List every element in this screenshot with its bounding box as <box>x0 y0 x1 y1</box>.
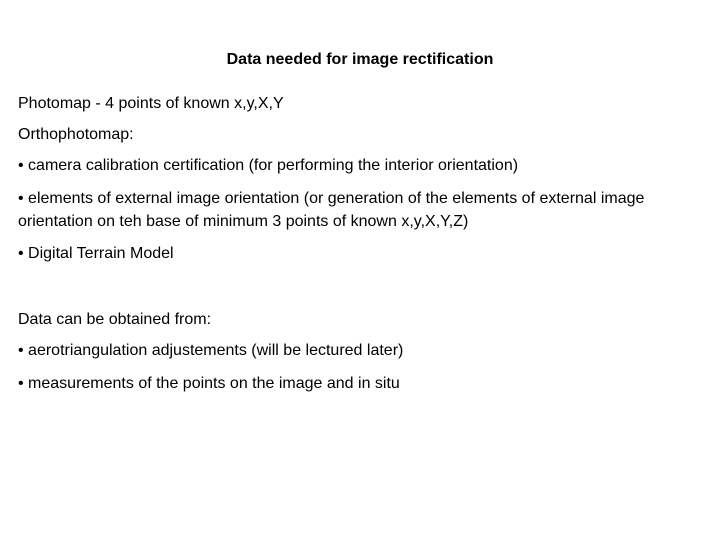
sources-bullet-1: • aerotriangulation adjustements (will be lectured later) <box>18 342 404 359</box>
photomap-line: Photomap - 4 points of known x,y,X,Y <box>18 95 284 112</box>
sources-heading: Data can be obtained from: <box>18 311 212 328</box>
orthophotomap-heading: Orthophotomap: <box>18 126 134 143</box>
orthophotomap-bullet-2: • elements of external image orientation (or generation of the elements of external image orientation on teh base of minimum 3 points of known x,y,X,Y,Z) <box>18 190 645 230</box>
orthophotomap-bullet-1: • camera calibration certification (for performing the interior orientation) <box>18 157 519 174</box>
sources-bullet-2: • measurements of the points on the image and in situ <box>18 375 400 392</box>
orthophotomap-bullet-3: • Digital Terrain Model <box>18 245 174 262</box>
slide-title: Data needed for image rectification <box>226 51 494 68</box>
